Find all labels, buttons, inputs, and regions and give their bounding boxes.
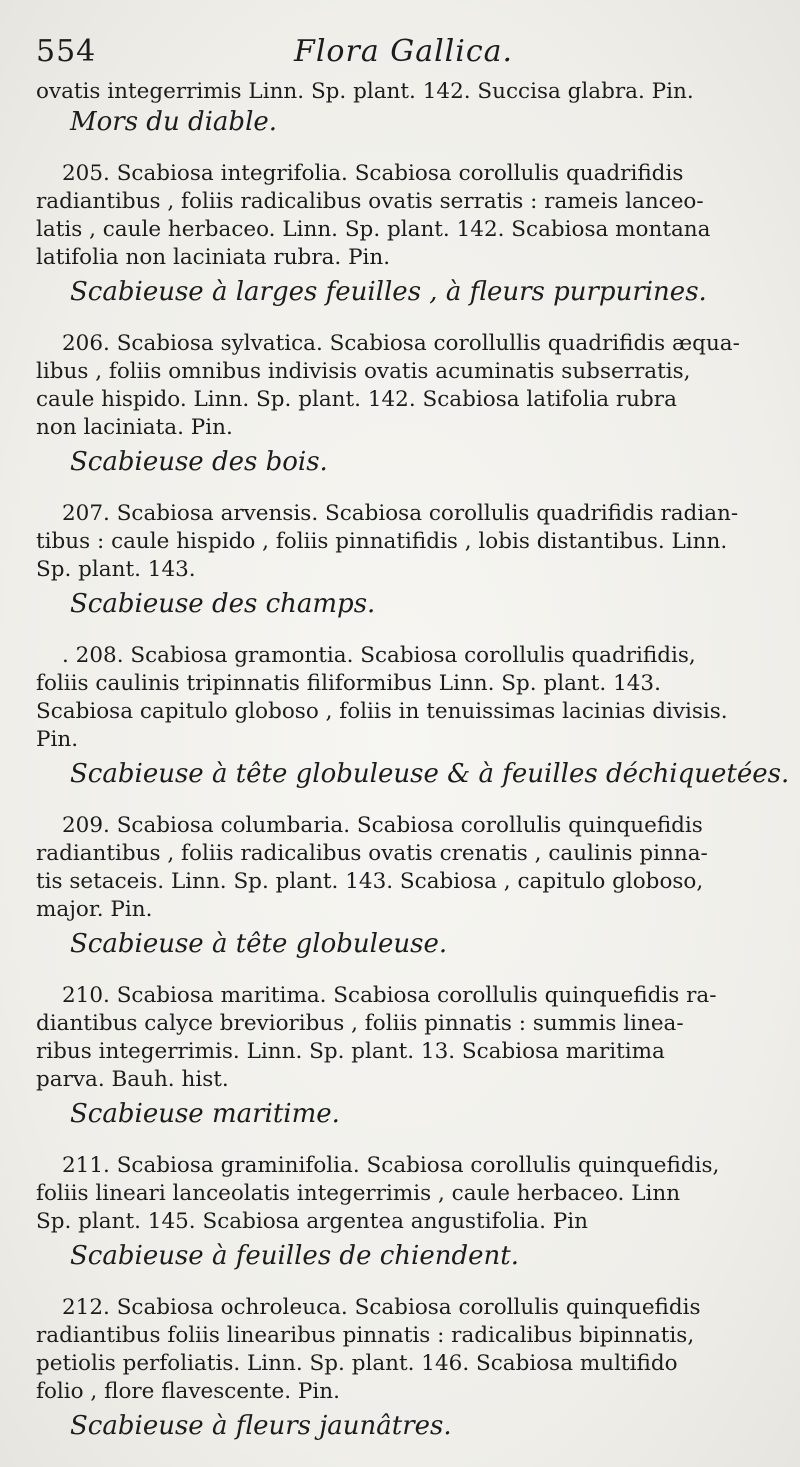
- entry-line: ribus integerrimis. Linn. Sp. plant. 13. Scabiosa maritima: [36, 1039, 665, 1064]
- french-name: Scabieuse des bois.: [70, 447, 328, 477]
- entry-line: 210. Scabiosa maritima. Scabiosa corollulis quinquefidis ra-: [62, 983, 717, 1008]
- page-number: 554: [36, 34, 97, 69]
- entry-line: foliis caulinis tripinnatis filiformibus Linn. Sp. plant. 143.: [36, 671, 661, 696]
- entry-line: 207. Scabiosa arvensis. Scabiosa corollulis quadrifidis radian-: [62, 501, 739, 526]
- entry-line: . 208. Scabiosa gramontia. Scabiosa corollulis quadrifidis,: [62, 643, 696, 668]
- entry-line: 209. Scabiosa columbaria. Scabiosa corollulis quinquefidis: [62, 813, 703, 838]
- entry-line: non laciniata. Pin.: [36, 415, 233, 440]
- species-entry-207: [36, 500, 758, 620]
- species-entry-209: [36, 812, 758, 960]
- entry-line: latifolia non laciniata rubra. Pin.: [36, 245, 391, 270]
- entry-line: parva. Bauh. hist.: [36, 1067, 229, 1092]
- french-name: Mors du diable.: [70, 107, 278, 137]
- entry-line: radiantibus foliis linearibus pinnatis : radicalibus bipinnatis,: [36, 1323, 695, 1348]
- french-name: Scabieuse des champs.: [70, 589, 376, 619]
- entry-line: tis setaceis. Linn. Sp. plant. 143. Scabiosa , capitulo globoso,: [36, 869, 704, 894]
- entry-line: caule hispido. Linn. Sp. plant. 142. Scabiosa latifolia rubra: [36, 387, 677, 412]
- entry-line: Scabiosa capitulo globoso , foliis in tenuissimas lacinias divisis.: [36, 699, 728, 724]
- species-entry-211: [36, 1152, 758, 1272]
- entry-line: 206. Scabiosa sylvatica. Scabiosa corollullis quadrifidis æqua-: [62, 331, 740, 356]
- entry-line: foliis lineari lanceolatis integerrimis , caule herbaceo. Linn: [36, 1181, 681, 1206]
- species-entry-205: [36, 160, 758, 308]
- continued-entry: [36, 78, 758, 138]
- french-name: Scabieuse à larges feuilles , à fleurs purpurines.: [70, 277, 707, 307]
- entry-line: major. Pin.: [36, 897, 153, 922]
- entry-line: diantibus calyce brevioribus , foliis pinnatis : summis linea-: [36, 1011, 684, 1036]
- french-name: Scabieuse maritime.: [70, 1099, 340, 1129]
- entry-line: 205. Scabiosa integrifolia. Scabiosa corollulis quadrifidis: [62, 161, 684, 186]
- french-name: Scabieuse à feuilles de chiendent.: [70, 1241, 519, 1271]
- french-name: Scabieuse à tête globuleuse.: [70, 929, 448, 959]
- entry-line: radiantibus , foliis radicalibus ovatis crenatis , caulinis pinna-: [36, 841, 708, 866]
- entry-line: Sp. plant. 143.: [36, 557, 196, 582]
- entry-line: Pin.: [36, 727, 79, 752]
- running-title: Flora Gallica.: [294, 34, 514, 69]
- entry-line: petiolis perfoliatis. Linn. Sp. plant. 146. Scabiosa multifido: [36, 1351, 678, 1376]
- entry-line: ovatis integerrimis Linn. Sp. plant. 142. Succisa glabra. Pin.: [36, 79, 694, 104]
- page-header: [36, 34, 758, 76]
- entry-line: latis , caule herbaceo. Linn. Sp. plant. 142. Scabiosa montana: [36, 217, 711, 242]
- species-entry-212: [36, 1294, 758, 1442]
- species-entry-206: [36, 330, 758, 478]
- entry-line: 212. Scabiosa ochroleuca. Scabiosa corollulis quinquefidis: [62, 1295, 701, 1320]
- entry-line: Sp. plant. 145. Scabiosa argentea angustifolia. Pin: [36, 1209, 588, 1234]
- species-entry-208: [36, 642, 790, 790]
- entry-line: libus , foliis omnibus indivisis ovatis acuminatis subserratis,: [36, 359, 691, 384]
- entry-line: 211. Scabiosa graminifolia. Scabiosa corollulis quinquefidis,: [62, 1153, 720, 1178]
- french-name: Scabieuse à tête globuleuse & à feuilles déchiquetées.: [70, 759, 790, 789]
- species-entry-210: [36, 982, 758, 1130]
- entry-line: folio , flore flavescente. Pin.: [36, 1379, 340, 1404]
- entry-line: radiantibus , foliis radicalibus ovatis serratis : rameis lanceo-: [36, 189, 704, 214]
- french-name: Scabieuse à fleurs jaunâtres.: [70, 1411, 452, 1441]
- entry-line: tibus : caule hispido , foliis pinnatifidis , lobis distantibus. Linn.: [36, 529, 728, 554]
